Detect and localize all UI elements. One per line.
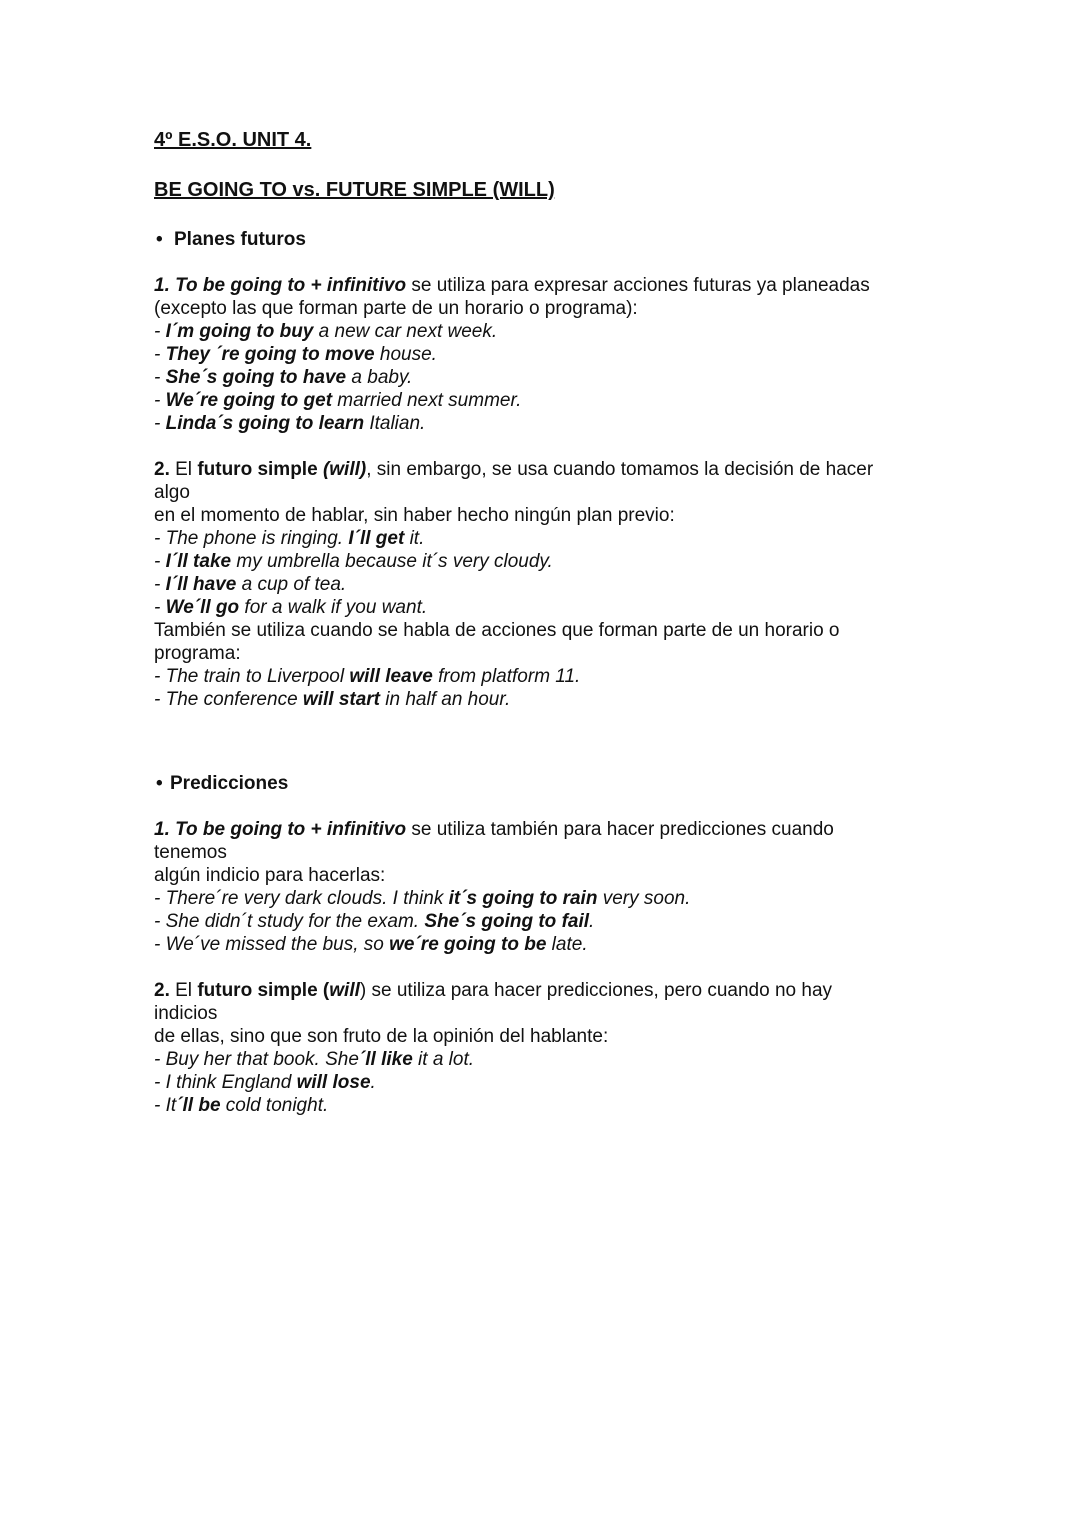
example-line bbox=[154, 910, 934, 933]
example-verb: She´s going to fail bbox=[424, 911, 590, 932]
example-line bbox=[154, 887, 934, 910]
example-line bbox=[154, 320, 934, 343]
item-number: 1. bbox=[154, 819, 176, 840]
dash: - bbox=[154, 390, 166, 411]
dash: - bbox=[154, 367, 166, 388]
bullet-dot-icon: • bbox=[156, 229, 163, 250]
example-pre: - It bbox=[154, 1095, 177, 1116]
example-rest: married next summer. bbox=[332, 390, 522, 411]
paragraph-line: También se utiliza cuando se habla de acciones que forman parte de un horario o bbox=[154, 620, 840, 641]
example-line bbox=[154, 550, 934, 573]
example-rest: it a lot. bbox=[412, 1049, 475, 1070]
dash: - bbox=[154, 321, 166, 342]
term-will: (will) bbox=[322, 459, 367, 480]
term: To be going to + infinitivo bbox=[175, 819, 407, 840]
main-title: BE GOING TO vs. FUTURE SIMPLE (WILL) bbox=[154, 179, 555, 201]
paragraph-line: tenemos bbox=[154, 842, 227, 863]
example-line bbox=[154, 366, 934, 389]
example-pre: - Buy her that book. She bbox=[154, 1049, 359, 1070]
example-rest: house. bbox=[374, 344, 437, 365]
text: , sin embargo, se usa cuando tomamos la decisión de hacer bbox=[366, 459, 874, 480]
example-pre: - There´re very dark clouds. I think bbox=[154, 888, 449, 909]
example-pre: - bbox=[154, 574, 166, 595]
bullet-predicciones bbox=[156, 772, 934, 795]
text: se utiliza para hacer predicciones, pero cuando no hay bbox=[366, 980, 833, 1001]
bullet-label: Planes futuros bbox=[174, 229, 306, 250]
paragraph-line: indicios bbox=[154, 1003, 218, 1024]
unit-title: 4º E.S.O. UNIT 4. bbox=[154, 129, 312, 151]
example-pre: - We´ve missed the bus, so bbox=[154, 934, 390, 955]
text: se utiliza también para hacer predicciones cuando bbox=[406, 819, 834, 840]
example-verb: She´s going to have bbox=[165, 367, 347, 388]
example-verb: We´ll go bbox=[165, 597, 240, 618]
text: El bbox=[175, 980, 198, 1001]
text: ) bbox=[359, 980, 367, 1001]
item-number: 2. bbox=[154, 980, 176, 1001]
paragraph-line bbox=[154, 274, 934, 297]
example-rest: in half an hour. bbox=[380, 689, 511, 710]
example-verb: I´m going to buy bbox=[165, 321, 314, 342]
term: futuro simple bbox=[197, 459, 323, 480]
example-rest: late. bbox=[546, 934, 588, 955]
example-pre: - She didn´t study for the exam. bbox=[154, 911, 425, 932]
example-line bbox=[154, 1048, 934, 1071]
example-line bbox=[154, 343, 934, 366]
paragraph-line: algo bbox=[154, 482, 190, 503]
example-rest: . bbox=[370, 1072, 376, 1093]
bullet-label: Predicciones bbox=[170, 773, 289, 794]
example-line bbox=[154, 389, 934, 412]
example-line bbox=[154, 573, 934, 596]
example-verb: I´ll get bbox=[348, 528, 405, 549]
example-verb: it´s going to rain bbox=[448, 888, 598, 909]
paragraph-line bbox=[154, 458, 934, 481]
paragraph-line: en el momento de hablar, sin haber hecho ningún plan previo: bbox=[154, 505, 675, 526]
example-verb: I´ll have bbox=[165, 574, 237, 595]
paragraph-line bbox=[154, 818, 934, 841]
example-verb: will lose bbox=[296, 1072, 371, 1093]
paragraph-line: de ellas, sino que son fruto de la opinión del hablante: bbox=[154, 1026, 609, 1047]
example-rest: . bbox=[589, 911, 595, 932]
example-pre: - The phone is ringing. bbox=[154, 528, 349, 549]
item-number: 2. bbox=[154, 459, 176, 480]
example-line bbox=[154, 1071, 934, 1094]
paragraph-line: (excepto las que forman parte de un horario o programa): bbox=[154, 298, 638, 319]
example-line bbox=[154, 933, 934, 956]
example-line bbox=[154, 688, 934, 711]
item-number: 1. bbox=[154, 275, 176, 296]
example-rest: my umbrella because it´s very cloudy. bbox=[231, 551, 553, 572]
example-rest: for a walk if you want. bbox=[239, 597, 428, 618]
example-verb: we´re going to be bbox=[389, 934, 547, 955]
example-rest: from platform 11. bbox=[432, 666, 581, 687]
text: El bbox=[175, 459, 198, 480]
paragraph-line: algún indicio para hacerlas: bbox=[154, 865, 386, 886]
example-rest: cold tonight. bbox=[220, 1095, 329, 1116]
example-pre: - I think England bbox=[154, 1072, 297, 1093]
example-rest: a cup of tea. bbox=[236, 574, 347, 595]
example-pre: - The conference bbox=[154, 689, 303, 710]
bullet-dot-icon: • bbox=[156, 773, 163, 794]
term: futuro simple ( bbox=[197, 980, 330, 1001]
example-pre: - bbox=[154, 551, 166, 572]
example-verb: They ´re going to move bbox=[165, 344, 375, 365]
example-line bbox=[154, 412, 934, 435]
bullet-planes-futuros bbox=[156, 228, 934, 251]
example-rest: it. bbox=[404, 528, 425, 549]
example-line bbox=[154, 665, 934, 688]
example-rest: very soon. bbox=[597, 888, 691, 909]
example-verb: ´ll like bbox=[358, 1049, 413, 1070]
example-pre: - bbox=[154, 597, 166, 618]
example-line bbox=[154, 596, 934, 619]
example-rest: a new car next week. bbox=[313, 321, 498, 342]
example-line bbox=[154, 527, 934, 550]
example-verb: Linda´s going to learn bbox=[165, 413, 365, 434]
dash: - bbox=[154, 413, 166, 434]
example-rest: Italian. bbox=[364, 413, 426, 434]
example-verb: I´ll take bbox=[165, 551, 232, 572]
example-verb: will start bbox=[302, 689, 380, 710]
term: To be going to + infinitivo bbox=[175, 275, 407, 296]
example-pre: - The train to Liverpool bbox=[154, 666, 350, 687]
term-will: will bbox=[329, 980, 360, 1001]
dash: - bbox=[154, 344, 166, 365]
paragraph-line bbox=[154, 979, 934, 1002]
example-verb: ´ll be bbox=[176, 1095, 221, 1116]
example-rest: a baby. bbox=[346, 367, 413, 388]
document-page bbox=[154, 128, 934, 1117]
paragraph-line: programa: bbox=[154, 643, 241, 664]
example-line bbox=[154, 1094, 934, 1117]
example-verb: We´re going to get bbox=[165, 390, 333, 411]
text: se utiliza para expresar acciones futuras ya planeadas bbox=[406, 275, 870, 296]
example-verb: will leave bbox=[349, 666, 433, 687]
